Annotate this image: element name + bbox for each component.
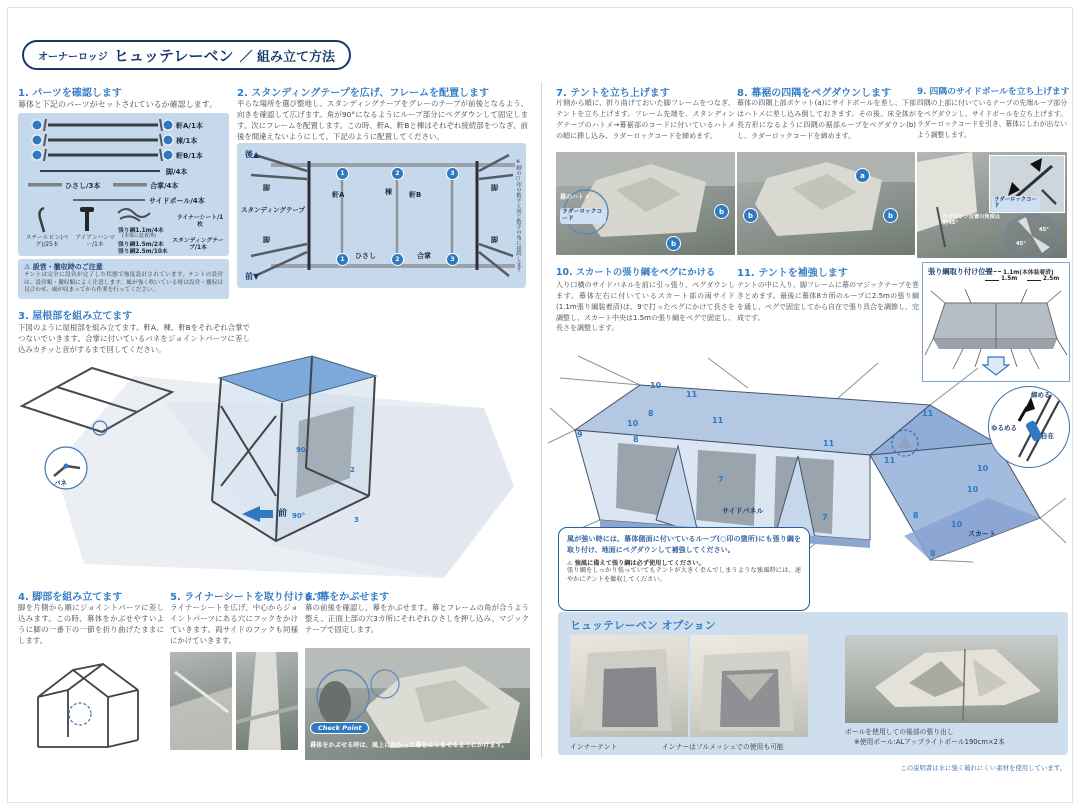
page-divider <box>541 82 542 758</box>
step1-heading: 1. パーツを確認します <box>18 88 122 99</box>
bane-label: バネ <box>54 479 67 487</box>
legend-thin-sample <box>1027 280 1041 281</box>
part-label-rope1-note: (本体に装着済) <box>122 233 156 239</box>
ladder-lock-label: ラダーロックコード <box>992 196 1040 211</box>
part-label-hammer: アイアンハンマー/1本 <box>75 235 115 249</box>
step7-body: 片側から順に、折り曲げておいた脚フレームをつなぎ、テントを立ち上げます。フレーム先端を、スタンディングテープのハトメ→幕裾部のコードに付いているハトメの順に挿し込み、ラダーロックコードを締めます。 <box>556 99 735 140</box>
frame-marker: 3 <box>446 253 459 266</box>
step3-body: 下図のように屋根部を組み立てます。軒A、棟、軒Bをそれぞれ合掌でつないでいきます。合掌に付いているバネをジョイントパーツに差し込みカチッと音がするまで回してください。 <box>18 323 250 355</box>
tape-layout-drawing <box>237 143 526 288</box>
step5-body: ライナーシートを広げ、中心からジョイントパーツにある穴にフックをかけていきます。両サイドのフックも同様にかけていきます。 <box>170 603 298 646</box>
warning-title: ⚠ 設営・撤収時のご注意 <box>24 263 103 271</box>
ladder-lock-inset <box>989 155 1065 213</box>
product-name: ヒュッテレーベン <box>113 46 234 65</box>
leg-label: 脚 <box>491 184 498 192</box>
option-photo-rear-extension <box>845 635 1058 723</box>
wind-note-line3: 張り綱をしっかり張っていてもテントが大きく歪んでしまうような強風時には、速やかにテントを撤収してください。 <box>567 567 801 583</box>
step6-heading: 6. 幕をかぶせます <box>305 592 390 603</box>
frame-marker: 3 <box>446 167 459 180</box>
marker-b: b <box>883 208 898 223</box>
footer-note: この説明書は水に強く破れにくい素材を使用しています。 <box>900 764 1066 772</box>
options-title: ヒュッテレーベン オプション <box>570 619 716 632</box>
angle-label: 90° <box>292 512 306 520</box>
legend-2: 1.5m <box>1001 276 1018 282</box>
tent-step-number: 11 <box>922 409 934 418</box>
part-label-mune: 棟/1本 <box>176 137 198 145</box>
leg-label: 脚 <box>263 236 270 244</box>
tent-step-number: 8 <box>648 409 654 418</box>
legend-dash-sample <box>985 271 1001 272</box>
legend-3: 2.5m <box>1043 276 1060 282</box>
hatome-label: 幕のハトメ <box>560 194 590 201</box>
frame-marker: 2 <box>391 167 404 180</box>
loosen-label: ゆるめる <box>991 424 1017 432</box>
part-label-ashi: 脚/4本 <box>166 168 188 176</box>
legend-solid-sample <box>985 280 999 281</box>
ladder-lock-label: ラダーロックコード <box>560 208 606 224</box>
step4-heading: 4. 脚部を組み立てます <box>18 592 123 603</box>
part-label-noki-a: 軒A/1本 <box>176 122 203 130</box>
leg-label: 脚 <box>263 184 270 192</box>
marker-a: a <box>855 168 870 183</box>
tent-step-number: 10 <box>967 485 979 494</box>
noki-a-label: 軒A <box>332 191 345 199</box>
mune-label: 棟 <box>385 188 392 196</box>
tent-step-number: 10 <box>951 520 963 529</box>
option-photo-inner-tent <box>570 635 688 737</box>
part-label-rope3: 張り綱2.5m/10本 <box>118 249 168 255</box>
guy-box-title: 張り綱取り付け位置 <box>928 267 993 276</box>
side-panel-label: サイドパネル <box>722 507 764 515</box>
step3-heading: 3. 屋根部を組み立てます <box>18 311 133 322</box>
wind-warning-box <box>558 527 810 611</box>
step11-heading: 11. テントを補強します <box>737 268 848 279</box>
tent-step-number: 11 <box>712 416 724 425</box>
brand-label: オーナーロッジ <box>38 51 108 63</box>
angle-label: 90° <box>296 446 310 454</box>
step1-body: 幕体と下記のパーツがセットされているか確認します。 <box>18 100 218 109</box>
gassho-label: 合掌 <box>417 252 431 260</box>
part-label-steel-pin: スチールピン(ペグ)/25本 <box>25 235 69 249</box>
warning-body: テントは完全に設営が完了した状態で強度設計されています。テントの設営は、設営順・撤収順によく注意します。風が強く吹いている時は設営・撤収は見合わせ、風が収まってから作業を行ってください。 <box>24 272 223 294</box>
option-caption-2: インナーはフルメッシュでの使用も可能 <box>662 743 784 751</box>
tape-label: スタンディングテープ <box>241 206 306 214</box>
wind-note-line1: 風が強い時には、幕体側面に付いているループ(○印の箇所)にも張り綱を取り付け、地面にペグダウンして補強してください。 <box>567 535 801 554</box>
roof-assembly-diagram <box>14 346 530 584</box>
tent-step-number: 8 <box>930 549 936 558</box>
part-label-liner: ライナーシート/1枚 <box>176 215 224 229</box>
step9-body: 四隅の上部に付いているテープの先端ループ部分をペグダウンし、サイドポールを立ち上げます。ラダーロックコードを引き、幕体にしわが出ないよう調整します。 <box>917 99 1067 139</box>
step7-photo <box>556 152 735 255</box>
step4-body: 脚を片側から順にジョイントパーツに差し込みます。この時、幕体をかぶせやすいように脚の一番下の一節を折り曲げたままにします。 <box>18 603 164 646</box>
frame-marker: 2 <box>391 253 404 266</box>
part-label-rope1: 張り綱1.1m/4本 <box>118 228 164 234</box>
step2-body: 平らな場所を選び整地し、スタンディングテープをグレーのテープが前後となるよう、向きを確認して広げます。角が90°になるようにループ部分にペグダウンして固定します。次にフレームを配置します。この時、軒A、軒Bと棟はそれぞれ接続部をつなぎ、前後を間違えないようにして、下記のように配置してください。 <box>237 99 528 142</box>
step10-heading: 10. スカートの張り綱をペグにかける <box>556 267 716 278</box>
marker-b: b <box>714 204 729 219</box>
option-caption-1: インナーテント <box>570 743 618 751</box>
wind-note-line2: ⚠ 強風に備えて張り綱は必ず使用してください。 <box>567 560 705 567</box>
checkpoint-badge: Check Point <box>310 722 369 734</box>
step5-photo-2 <box>236 652 298 750</box>
step6-body: 幕の前後を確認し、幕をかぶせます。幕とフレームの角が合うよう整え、正面上部の穴3カ所にそれぞれひさしを押し込み、マジックテープで固定します。 <box>305 603 529 635</box>
title-pill <box>22 40 351 70</box>
option-caption-3: ポールを使用しての後部の張り出し <box>845 728 954 736</box>
tent-step-number: 10 <box>627 419 639 428</box>
tighten-label: 締める <box>1031 391 1051 399</box>
option-photo-inner-mesh <box>690 635 808 737</box>
skirt-label: スカート <box>968 530 996 538</box>
diagram-side-note: ※脚の○印の数字と同じ数字の角に接続します <box>515 159 521 272</box>
step5-photo-1 <box>170 652 232 750</box>
rope-adjuster-detail <box>988 386 1070 468</box>
option-caption-4: ※使用ポール:ALアップライトポール190cm×2本 <box>854 738 1005 746</box>
legend-1: 1.1m(本体装着済) <box>1003 270 1054 276</box>
step8-photo <box>737 152 915 255</box>
leg-assembly-diagram <box>18 652 158 762</box>
step5-heading: 5. ライナーシートを取り付けます <box>170 592 324 603</box>
part-label-noki-b: 軒B/1本 <box>176 152 203 160</box>
step6-photo <box>305 648 530 760</box>
adjuster-label: 自在 <box>1041 432 1054 440</box>
marker-b: b <box>743 208 758 223</box>
part-label-gassho: 合掌/4本 <box>150 182 179 190</box>
parts-box <box>18 113 229 256</box>
front-direction-label: 前 <box>278 509 288 519</box>
tent-step-number: 10 <box>977 464 989 473</box>
step11-body: テントの中に入り、脚フレームに幕のマジックテープを巻きとめます。最後に幕体8カ所のループに2.5mの張り綱を通し、ペグで固定してから自在で張り具合を調節し、完成です。 <box>737 281 919 322</box>
joint-number: 3 <box>354 516 359 524</box>
tent-step-number: 8 <box>633 435 639 444</box>
noki-b-label: 軒B <box>409 191 422 199</box>
tent-step-number: 9 <box>577 430 583 439</box>
step2-heading: 2. スタンディングテープを広げ、フレームを配置します <box>237 88 489 99</box>
options-section <box>558 612 1068 755</box>
step8-body: 幕体の四隅上部ポケット(a)にサイドポールを差し、下部はハトメに差し込み倒しておきます。その後、床全体が長方形になるように四隅の裾部ループをペグダウン(b)し、ラダーロックコードを締めます。 <box>737 99 916 140</box>
step9-photo <box>917 152 1067 258</box>
back-label: 後▲ <box>245 150 260 159</box>
frame-marker: 1 <box>336 253 349 266</box>
part-label-hisashi: ひさし/3本 <box>65 182 101 190</box>
tent-step-number: 7 <box>718 475 724 484</box>
title-suffix: ／ 組み立て方法 <box>239 49 336 65</box>
marker-b: b <box>666 236 681 251</box>
checkpoint-text: 幕体をかぶせる時は、風上に向かって幕をはらませるようにかけます。 <box>310 742 508 749</box>
angle-value: 45° <box>1016 241 1026 247</box>
angle-value: 45° <box>1039 227 1049 233</box>
tent-step-number: 10 <box>650 381 662 390</box>
setup-warning-box <box>18 259 229 299</box>
tent-step-number: 8 <box>913 511 919 520</box>
front-label: 前▼ <box>245 272 260 281</box>
joint-number: 2 <box>350 466 355 474</box>
part-label-rope2: 張り綱1.5m/2本 <box>118 242 164 248</box>
step10-body: 入り口横のサイドパネルを前に引っ張り、ペグダウンします。幕体左右に付いているスカート部の両サイド(1.1m張り綱装着済)は、9で打ったペグにかけて長さを調整し、スカート中央は1.5mの張り綱をペグで固定し、長さを調整します。 <box>556 281 735 333</box>
angle-detail-circle <box>1005 214 1059 258</box>
step8-heading: 8. 幕裾の四隅をペグダウンします <box>737 88 892 99</box>
part-label-side-pole: サイドポール/4本 <box>149 197 205 205</box>
hisashi-label: ひさし <box>355 252 376 260</box>
pegdown-angle-note: ペグダウン位置の角度は約45° <box>943 214 1000 227</box>
tent-step-number: 11 <box>884 456 896 465</box>
tent-step-number: 11 <box>823 439 835 448</box>
step7-heading: 7. テントを立ち上げます <box>556 88 670 99</box>
leg-label: 脚 <box>491 236 498 244</box>
frame-marker: 1 <box>336 167 349 180</box>
tape-layout-diagram <box>237 143 526 288</box>
part-label-tape: スタンディングテープ/1本 <box>172 238 224 252</box>
tent-step-number: 7 <box>822 513 828 522</box>
tent-step-number: 11 <box>686 390 698 399</box>
step9-heading: 9. 四隅のサイドポールを立ち上げます <box>917 87 1070 97</box>
